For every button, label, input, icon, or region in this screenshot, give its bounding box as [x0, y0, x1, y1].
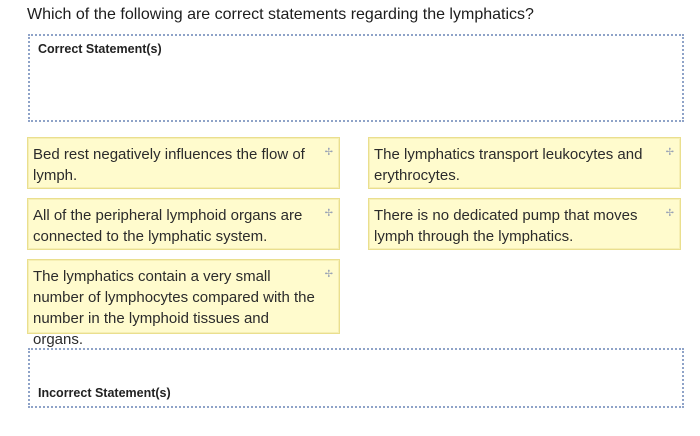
question-text: Which of the following are correct statements regarding the lymphatics? — [27, 6, 534, 23]
drag-handle-icon[interactable]: ✢ — [324, 269, 333, 280]
correct-statements-label: Correct Statement(s) — [38, 42, 162, 56]
draggable-statement-card[interactable] — [27, 198, 340, 250]
incorrect-statements-label: Incorrect Statement(s) — [38, 386, 171, 400]
statement-text: All of the peripheral lymphoid organs are connected to the lymphatic system. — [33, 207, 303, 245]
statement-text: The lymphatics contain a very small number of lymphocytes compared with the number in the lymphoid tissues and organs. — [33, 268, 315, 348]
incorrect-statements-dropzone[interactable] — [28, 348, 684, 408]
draggable-statement-card[interactable] — [27, 137, 340, 189]
drag-handle-icon[interactable]: ✢ — [665, 208, 674, 219]
correct-statements-dropzone[interactable] — [28, 34, 684, 122]
draggable-statement-card[interactable] — [27, 259, 340, 348]
drag-handle-icon[interactable]: ✢ — [324, 147, 333, 158]
draggable-statement-card[interactable] — [368, 137, 681, 189]
drag-handle-icon[interactable]: ✢ — [324, 208, 333, 219]
statement-text: The lymphatics transport leukocytes and erythrocytes. — [374, 146, 643, 184]
statement-text: Bed rest negatively influences the flow of lymph. — [33, 146, 305, 184]
drag-handle-icon[interactable]: ✢ — [665, 147, 674, 158]
statement-text: There is no dedicated pump that moves lymph through the lymphatics. — [374, 207, 638, 245]
draggable-statement-card[interactable] — [368, 198, 681, 250]
